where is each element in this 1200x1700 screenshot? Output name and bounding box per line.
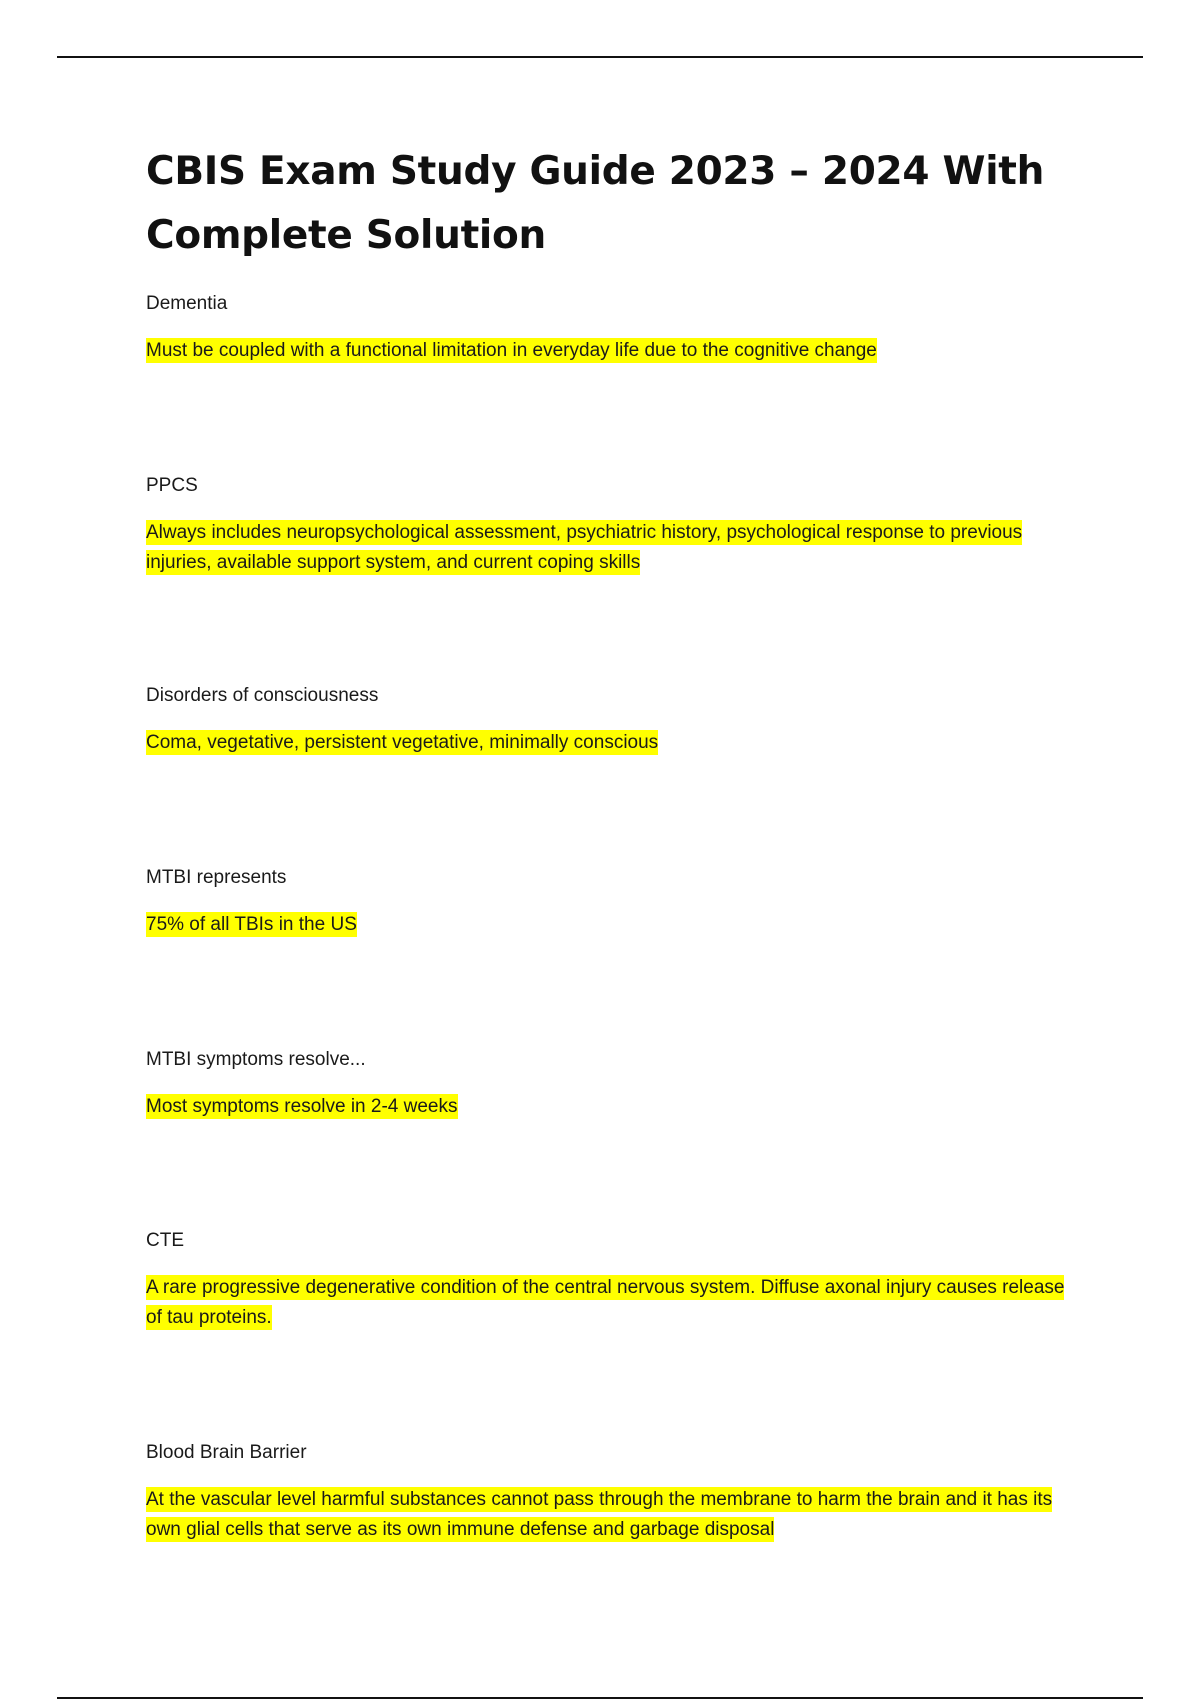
highlighted-definition: 75% of all TBIs in the US [146, 914, 357, 935]
term: Dementia [146, 293, 228, 314]
flashcard-entry-dementia [146, 292, 1066, 366]
top-rule [57, 56, 1143, 58]
bottom-rule [57, 1697, 1143, 1699]
highlighted-definition: Always includes neuropsychological assessment, psychiatric history, psychological response to previous injuries, available support system, and current coping skills [146, 522, 1023, 573]
highlighted-definition: A rare progressive degenerative condition of the central nervous system. Diffuse axonal injury causes release of tau proteins. [146, 1277, 1065, 1328]
definition [146, 1092, 1066, 1122]
definition [146, 336, 1066, 366]
definition [146, 518, 1066, 578]
flashcard-entry-mtbi-symptoms [146, 1048, 1066, 1122]
flashcard-entry-blood-brain-barrier [146, 1441, 1066, 1545]
highlighted-definition: Most symptoms resolve in 2-4 weeks [146, 1096, 458, 1117]
definition [146, 728, 1066, 758]
flashcard-entry-cte [146, 1229, 1066, 1333]
term: MTBI represents [146, 867, 287, 888]
definition [146, 1485, 1066, 1545]
highlighted-definition: Must be coupled with a functional limitation in everyday life due to the cognitive change [146, 340, 877, 361]
highlighted-definition: Coma, vegetative, persistent vegetative, minimally conscious [146, 732, 659, 753]
flashcard-entry-ppcs [146, 474, 1066, 578]
highlighted-definition: At the vascular level harmful substances cannot pass through the membrane to harm the brain and it has its own glial cells that serve as its own immune defense and garbage disposal [146, 1489, 1053, 1540]
term: Disorders of consciousness [146, 685, 379, 706]
definition [146, 910, 1066, 940]
term: CTE [146, 1230, 184, 1251]
definition [146, 1273, 1066, 1333]
flashcard-entry-mtbi-represents [146, 866, 1066, 940]
document-title: CBIS Exam Study Guide 2023 – 2024 With Complete Solution [146, 149, 1045, 258]
term: PPCS [146, 475, 198, 496]
flashcard-entry-disorders-of-consciousness [146, 684, 1066, 758]
term: Blood Brain Barrier [146, 1442, 307, 1463]
term: MTBI symptoms resolve... [146, 1049, 366, 1070]
